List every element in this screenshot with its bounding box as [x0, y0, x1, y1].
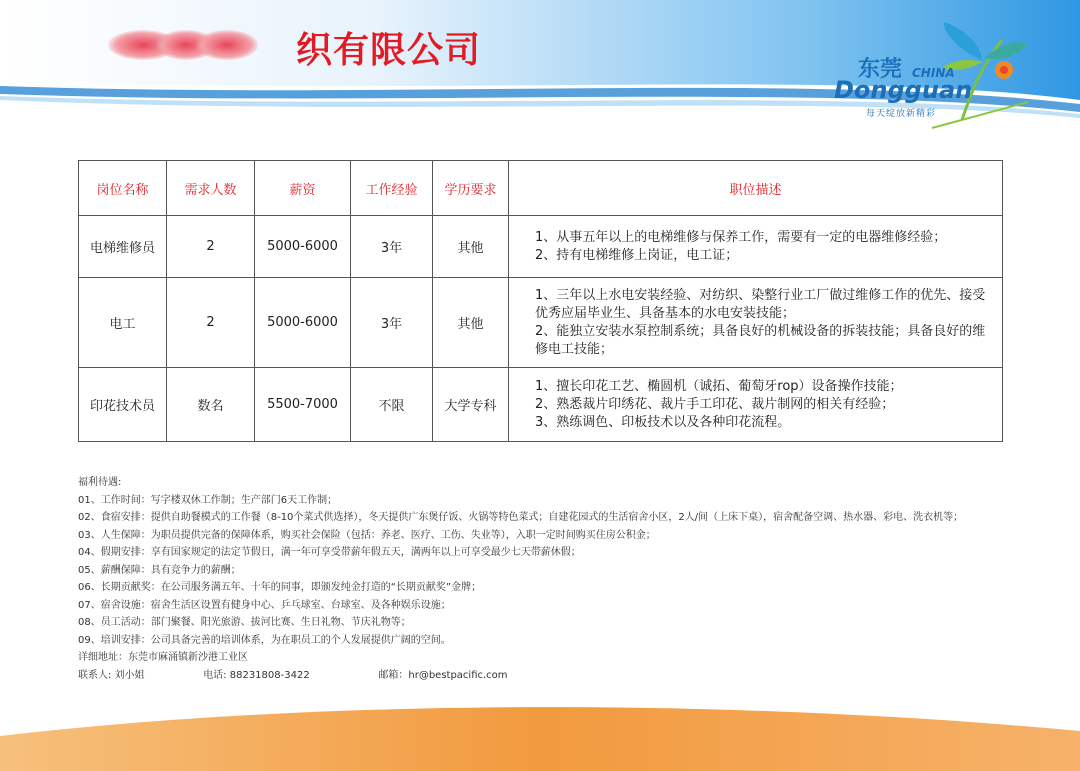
description-line: 2、持有电梯维修上岗证，电工证； [535, 247, 739, 263]
description-line: 1、三年以上水电安装经验、对纺织、染整行业工厂做过维修工作的优先、接受优秀应届毕业生、具备基本的水电安装技能； [535, 287, 986, 321]
cell-salary: 5500-7000 [255, 368, 351, 442]
header-description: 职位描述 [509, 161, 1003, 216]
job-table [78, 160, 1003, 442]
benefits-title: 福利待遇: [78, 477, 122, 488]
header-position: 岗位名称 [79, 161, 167, 216]
benefit-item: 07、宿舍设施：宿舍生活区设置有健身中心、乒乓球室、台球室、及各种娱乐设施； [78, 599, 451, 611]
cell-experience: 3年 [351, 278, 433, 368]
company-title: 织有限公司 [296, 30, 482, 71]
header-education: 学历要求 [433, 161, 509, 216]
contact-email[interactable]: 邮箱：hr@bestpacific.com [378, 669, 508, 681]
logo-china-text: CHINA [912, 66, 955, 80]
description-line: 2、熟悉裁片印绣花、裁片手工印花、裁片制网的相关有经验； [535, 396, 895, 412]
cell-description [509, 216, 1003, 278]
benefit-item: 06、长期贡献奖：在公司服务满五年、十年的同事，即颁发纯金打造的“长期贡献奖”金牌； [78, 582, 482, 593]
address: 详细地址：东莞市麻涌镇新沙港工业区 [78, 652, 248, 663]
table-row [79, 216, 1003, 278]
header-experience: 工作经验 [351, 161, 433, 216]
cell-count: 数名 [167, 368, 255, 442]
contact-phone: 电话: 88231808-3422 [203, 669, 310, 681]
cell-description [509, 278, 1003, 368]
description-line: 1、擅长印花工艺、椭圆机（诚拓、葡萄牙rop）设备操作技能； [535, 378, 903, 394]
description-line: 3、熟练调色、印板技术以及各种印花流程。 [535, 414, 791, 430]
header-count: 需求人数 [167, 161, 255, 216]
logo-chinese-name: 东莞 [858, 57, 903, 82]
logo-english-name: Dongguan [834, 76, 973, 104]
contact-person: 联系人: 刘小姐 [78, 669, 145, 681]
footer-background [0, 691, 1080, 771]
logo-slogan: 每天绽放新精彩 [866, 109, 937, 119]
benefit-item: 01、工作时间：写字楼双休工作制；生产部门6天工作制； [78, 494, 338, 506]
header-salary: 薪资 [255, 161, 351, 216]
cell-experience: 3年 [351, 216, 433, 278]
cell-experience: 不限 [351, 368, 433, 442]
cell-position: 电梯维修员 [79, 216, 167, 278]
cell-salary: 5000-6000 [255, 216, 351, 278]
benefit-item: 03、人生保障：为职员提供完备的保障体系，购买社会保险（包括：养老、医疗、工伤、失业等），入职一定时间购买住房公积金； [78, 529, 656, 541]
table-row [79, 278, 1003, 368]
cell-education: 其他 [433, 278, 509, 368]
cell-position: 印花技术员 [79, 368, 167, 442]
benefit-item: 04、假期安排：享有国家规定的法定节假日，满一年可享受带薪年假五天，满两年以上可享受最少七天带薪休假； [78, 547, 581, 558]
cell-position: 电工 [79, 278, 167, 368]
cell-count: 2 [167, 278, 255, 368]
benefit-item: 02、食宿安排：提供自助餐模式的工作餐（8-10个菜式供选择），冬天提供广东煲仔饭、火锅等特色菜式；自建花园式的生活宿舍小区，2人/间（上床下桌），宿舍配备空调、热水器、彩电、洗衣机等； [78, 512, 964, 523]
blurred-logo-mark [196, 30, 258, 60]
contact-row [78, 667, 1018, 685]
benefit-item: 08、员工活动：部门聚餐、阳光旅游、拔河比赛、生日礼物、节庆礼物等； [78, 617, 411, 628]
table-header-row [79, 161, 1003, 216]
cell-count: 2 [167, 216, 255, 278]
description-line: 1、从事五年以上的电梯维修与保养工作，需要有一定的电器维修经验； [535, 229, 947, 245]
cell-education: 其他 [433, 216, 509, 278]
table-row [79, 368, 1003, 442]
benefit-item: 09、培训安排：公司具备完善的培训体系，为在职员工的个人发展提供广阔的空间。 [78, 634, 451, 646]
cell-education: 大学专科 [433, 368, 509, 442]
benefits-section [78, 474, 1018, 684]
cell-salary: 5000-6000 [255, 278, 351, 368]
description-line: 2、能独立安装水泵控制系统；具备良好的机械设备的拆装技能；具备良好的维修电工技能； [535, 323, 986, 357]
cell-description [509, 368, 1003, 442]
benefit-item: 05、薪酬保障：具有竞争力的薪酬； [78, 564, 241, 576]
